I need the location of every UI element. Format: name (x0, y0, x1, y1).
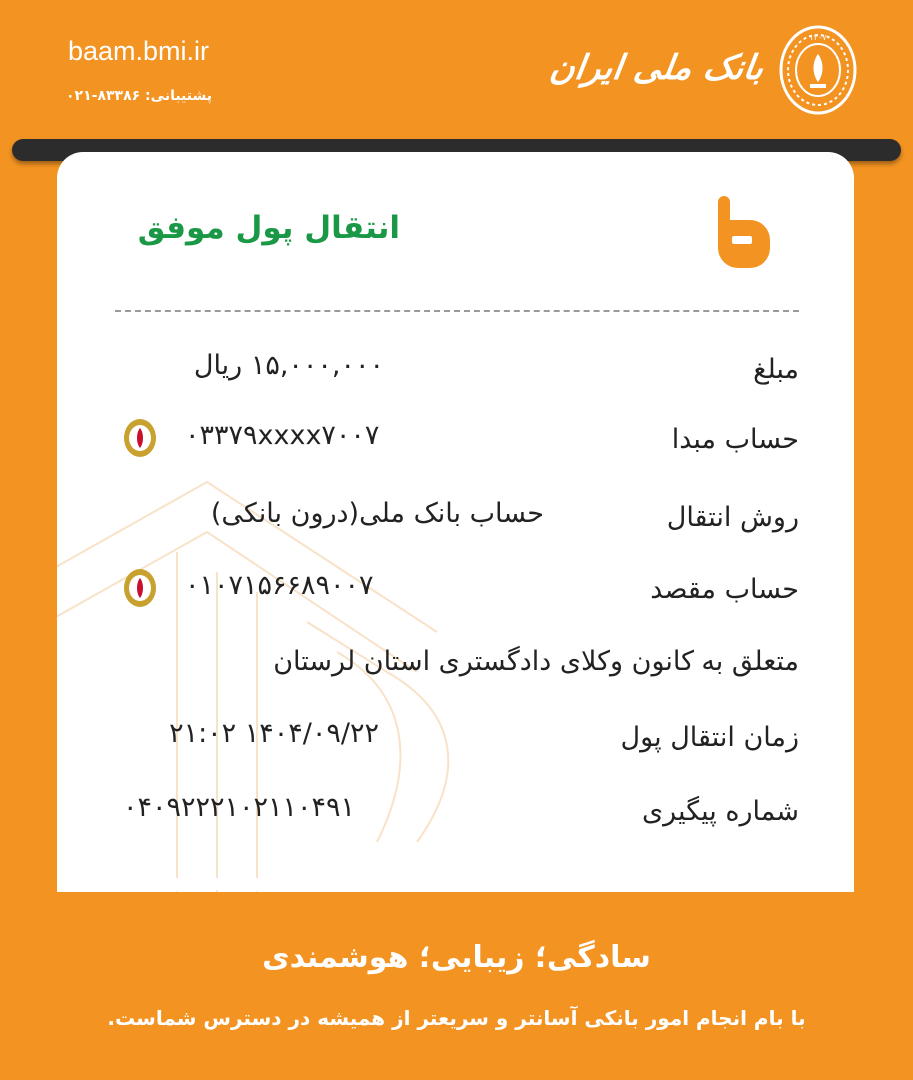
bank-melli-seal-icon (778, 24, 858, 116)
transfer-time-value: ۱۴۰۴/۰۹/۲۲ ۲۱:۰۲ (169, 718, 379, 749)
slogan: سادگی؛ زیبایی؛ هوشمندی (262, 940, 651, 975)
bank-melli-seal-icon (123, 568, 157, 608)
tracking-number-value: ۰۴۰۹۲۲۲۱۰۲۱۱۰۴۹۱ (123, 792, 356, 823)
source-account-value: ۰۳۳۷۹xxxx۷۰۰۷ (185, 420, 380, 451)
owner-label: متعلق به (701, 646, 799, 677)
receipt-card (57, 152, 854, 892)
destination-account-value: ۰۱۰۷۱۵۶۶۸۹۰۰۷ (185, 570, 374, 601)
dashed-divider (115, 310, 799, 312)
svg-text:۱۳۰۷: ۱۳۰۷ (809, 33, 827, 42)
bank-name-logotype: بانک ملی ایران (546, 48, 766, 88)
tagline: با بام انجام امور بانکی آسانتر و سریعتر از همیشه در دسترس شماست. (107, 1006, 806, 1030)
page-title: انتقال پول موفق (137, 210, 400, 246)
baam-b-icon (714, 196, 772, 270)
transfer-time-label: زمان انتقال پول (620, 722, 799, 753)
receipt-torn-edge (57, 878, 854, 898)
transfer-method-value: حساب بانک ملی(درون بانکی) (210, 498, 544, 529)
amount-value: ۱۵,۰۰۰,۰۰۰ ریال (193, 350, 384, 381)
bank-melli-seal-icon (123, 418, 157, 458)
transfer-method-label: روش انتقال (666, 502, 799, 533)
site-url[interactable]: baam.bmi.ir (68, 36, 210, 66)
owner-value: کانون وکلای دادگستری استان لرستان (273, 646, 694, 677)
source-account-label: حساب مبدا (671, 424, 799, 455)
tracking-number-label: شماره پیگیری (642, 796, 799, 827)
amount-label: مبلغ (753, 354, 799, 385)
destination-account-label: حساب مقصد (650, 574, 799, 605)
support-phone: پشتیبانی: ۸۳۳۸۶-۰۲۱ (66, 88, 212, 104)
